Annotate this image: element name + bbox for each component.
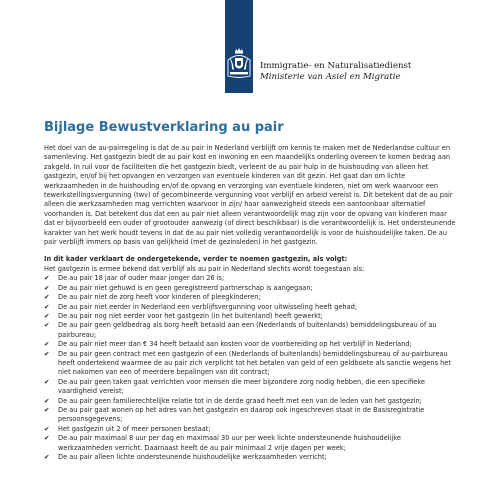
checkmark-icon: ✔ [44, 283, 50, 292]
document-body [44, 144, 456, 462]
condition-item [44, 406, 456, 425]
condition-text: De au pair gaat wonen op het adres van het gastgezin en daarop ook ingeschreven staat in de Basisregistratie persoonsgegevens; [58, 405, 425, 424]
checkmark-icon: ✔ [44, 321, 50, 330]
condition-item [44, 425, 456, 434]
condition-item [44, 350, 456, 378]
checkmark-icon: ✔ [44, 293, 50, 302]
condition-item [44, 397, 456, 406]
org-name-line1: Immigratie- en Naturalisatiedienst [260, 61, 412, 71]
checkmark-icon: ✔ [44, 453, 50, 461]
condition-text: Het gastgezin uit 2 of meer personen bestaat; [58, 424, 211, 433]
condition-item [44, 303, 456, 312]
condition-item [44, 284, 456, 293]
condition-text: De au pair niet eerder in Nederland een verblijfsvergunning voor uitwisseling heeft gehad; [58, 302, 358, 311]
checkmark-icon: ✔ [44, 405, 50, 414]
condition-item [44, 321, 456, 340]
condition-text: De au pair nog niet eerder voor het gastgezin (in het buitenland) heeft gewerkt; [58, 311, 323, 320]
checkmark-icon: ✔ [44, 377, 50, 386]
declaration-sublead: Het gastgezin is ermee bekend dat verblijf als au pair in Nederland slechts wordt toegestaan als: [44, 264, 365, 273]
condition-text: De au pair niet meer dan € 34 heeft betaald aan kosten voor de voorbereiding op het verblijf in Nederland; [58, 340, 412, 349]
checkmark-icon: ✔ [44, 434, 50, 443]
organization-name [260, 61, 411, 83]
condition-text: De au pair geen taken gaat verrichten voor mensen die meer bijzondere zorg nodig hebben, die een specifieke vaardigheid vereist; [58, 377, 425, 396]
condition-text: De au pair geen contract met een gastgezin of een (Nederlands of buitenlands) bemiddelingsbureau of au-pairbureau heeft ondertekend waarmee de au pair zich verplicht tot het betalen van geld of een geldboete als sanctie wegens het niet nakomen van een of meerdere bepalingen van dit contract; [58, 349, 451, 377]
condition-item [44, 340, 456, 349]
condition-text: De au pair maximaal 8 uur per dag en maximaal 30 uur per week lichte ondersteunende huishoudelijke werkzaamheden verricht. Daarnaast heeft de au pair minimaal 2 vrije dagen per week; [58, 434, 401, 452]
checkmark-icon: ✔ [44, 396, 50, 405]
condition-text: De au pair 18 jaar of ouder maar jonger dan 26 is; [58, 274, 225, 283]
condition-item [44, 274, 456, 283]
checkmark-icon: ✔ [44, 311, 50, 320]
condition-item [44, 312, 456, 321]
checkmark-icon: ✔ [44, 302, 50, 311]
checkmark-icon: ✔ [44, 424, 50, 433]
condition-text: De au pair niet gehuwd is en geen geregistreerd partnerschap is aangegaan; [58, 283, 313, 292]
condition-text: De au pair niet de zorg heeft voor kinderen of pleegkinderen; [58, 293, 261, 302]
condition-text: De au pair geen geldbedrag als borg heeft betaald aan een (Nederlands of buitenlands) bemiddelingsbureau of au pairbureau; [58, 321, 437, 339]
condition-text: De au pair alleen lichte ondersteunende huishoudelijke werkzaamheden verricht; [58, 453, 327, 461]
conditions-list [44, 274, 456, 462]
document-title: Bijlage Bewustverklaring au pair [44, 120, 284, 135]
checkmark-icon: ✔ [44, 340, 50, 349]
org-name-line2: Ministerie van Asiel en Migratie [260, 72, 401, 82]
intro-section [44, 144, 456, 247]
intro-paragraph: Het doel van de au-pairregeling is dat de au pair in Nederland verblijft om kennis te maken met de Nederlandse cultuur en samenleving. Het gastgezin biedt de au pair kost en inwoning en een maandelijks onderling overeen te komen bedrag aan zakgeld. In ruil voor de faciliteiten die het gastgezin biedt, verleent de au pair hulp in de huishouding van alleen het gastgezin, en/of bij het opvangen en verzorgen van eventuele kinderen van dit gezin. Het gaat dan om lichte werkzaamheden in de huishouding en/of de opvang en verzorging van eventuele kinderen, niet om werk waarvoor een tewerkstellingsvergunning (twv) of gecombineerde vergunning voor verblijf en arbeid vereist is. Dit betekent dat de au pair alleen die werkzaamheden mag verrichten waarvoor in zijn/ haar aanwezigheid steeds een aantoonbaar alternatief voorhanden is. Dat betekent dus dat een au pair niet alleen verantwoordelijk mag zijn voor de opvang van kinderen maar dat er bijvoorbeeld een ouder of grootouder aanwezig (of direct beschikbaar) is die verantwoordelijk is. Het ondersteunende karakter van het werk houdt tevens in dat de au pair niet volledig verantwoordelijk is voor de huishoudelijke taken. De au pair verblijft immers op basis van gelijkheid (met de gezinsleden) in het gastgezin. [44, 144, 456, 247]
condition-item [44, 453, 456, 462]
royal-coat-of-arms-logo [225, 46, 253, 86]
condition-item [44, 293, 456, 302]
declaration-lead: In dit kader verklaart de ondergetekende, verder te noemen gastgezin, als volgt: [44, 255, 348, 264]
condition-text: De au pair geen familierechtelijke relatie tot in de derde graad heeft met een van de leden van het gastgezin; [58, 396, 422, 405]
condition-item [44, 434, 456, 453]
checkmark-icon: ✔ [44, 274, 50, 283]
checkmark-icon: ✔ [44, 349, 50, 358]
emblem-band [225, 0, 253, 93]
condition-item [44, 378, 456, 397]
